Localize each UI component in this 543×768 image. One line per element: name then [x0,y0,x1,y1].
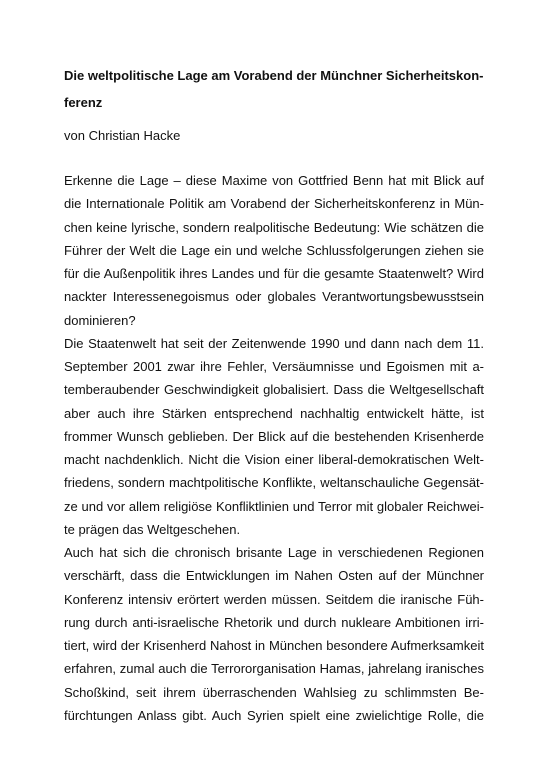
text-line: nackter Interessenegoismus oder globales Verantwortungsbewusstsein [64,289,484,305]
text-line: dominieren? [64,312,136,328]
text-line: Konferenz intensiv erörtert werden müssen. Seitdem die iranische Füh- [64,591,484,607]
title-line: ferenz [64,95,103,110]
text-line: Führer der Welt die Lage ein und welche Schlussfolgerungen ziehen sie [64,242,484,258]
text-line: Auch hat sich die chronisch brisante Lage in verschiedenen Regionen [64,545,484,560]
text-line: verschärft, dass die Entwicklungen im Nahen Osten auf der Münchner [64,568,484,584]
text-line: die Internationale Politik am Vorabend der Sicherheitskonferenz in Mün- [64,196,484,212]
text-line: frommer Wunsch geblieben. Der Blick auf die bestehenden Krisenherde [64,428,484,444]
text-line: ze und vor allem religiöse Konfliktlinien und Terror mit globaler Reichwei- [64,498,484,514]
text-line: fürchtungen Anlass gibt. Auch Syrien spielt eine zwielichtige Rolle, die [64,707,484,723]
text-line: erfahren, zumal auch die Terrororganisation Hamas, jahrelang iranisches [64,661,484,677]
text-line: Die Staatenwelt hat seit der Zeitenwende 1990 und dann nach dem 11. [64,335,484,351]
title-line: Die weltpolitische Lage am Vorabend der Münchner Sicherheitskon- [64,68,484,83]
text-line: aber auch ihre Stärken entsprechend nachhaltig entwickelt hätte, ist [64,405,484,421]
body-text [64,169,484,727]
text-line: chen keine lyrische, sondern realpolitische Bedeutung: Wie schätzen die [64,219,484,235]
text-line: rung durch anti-israelische Rhetorik und durch nukleare Ambitionen irri- [64,614,484,630]
text-line: temberaubender Geschwindigkeit globalisiert. Dass die Weltgesellschaft [64,382,484,398]
text-line: Erkenne die Lage – diese Maxime von Gottfried Benn hat mit Blick auf [64,173,484,188]
author-byline: von Christian Hacke [64,128,181,143]
text-line: friedens, sondern machtpolitische Konflikte, weltanschauliche Gegensät- [64,475,484,491]
text-line: September 2001 zwar ihre Fehler, Versäumnisse und Egoismen mit a- [64,359,484,374]
text-line: für die Außenpolitik ihres Landes und für die gesamte Staatenwelt? Wird [64,266,484,281]
text-line: tiert, wird der Krisenherd Nahost in München besondere Aufmerksamkeit [64,638,484,653]
text-line: Schoßkind, seit ihrem überraschenden Wahlsieg zu schlimmsten Be- [64,684,484,700]
text-line: te prägen das Weltgeschehen. [64,521,241,537]
text-line: macht nachdenklich. Nicht die Vision einer liberal-demokratischen Welt- [64,452,484,467]
document-title [64,62,484,116]
